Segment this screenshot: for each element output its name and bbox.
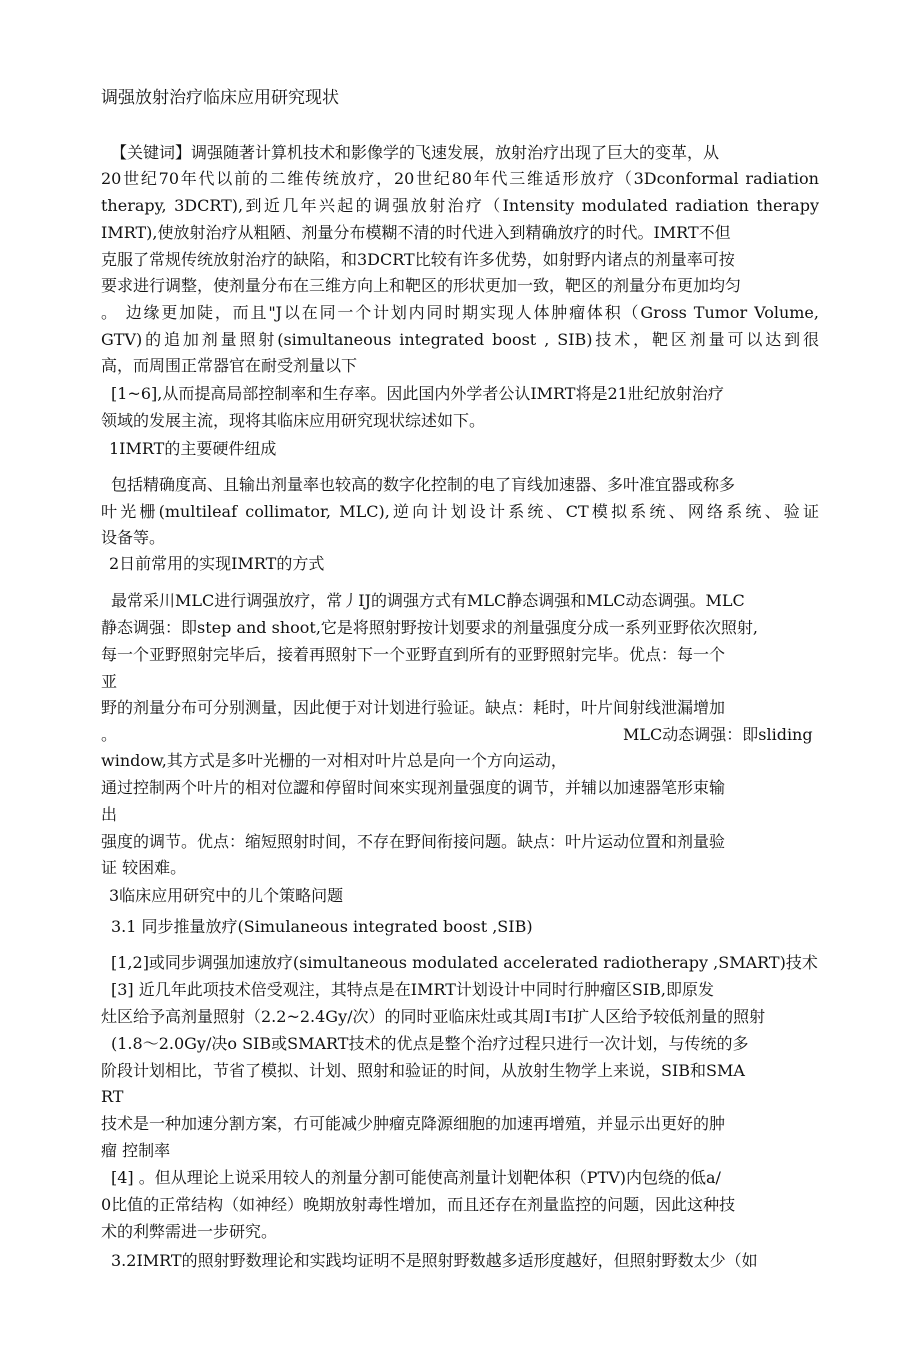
text-line: 高，而周围正常器官在耐受剂量以下: [101, 356, 358, 375]
text-line: (1.8～2.0Gy/决o SIB或SMART技术的优点是整个治疗过程只进行一次计划，与传统的多: [111, 1034, 749, 1053]
text-line: 通过控制两个叶片的相对位譅和停留时间來实现剂量强度的调节，并辅以加速器笔形束输: [101, 778, 726, 797]
text-line: 0比值的正常结构（如神经）晚期放射毒性增加，而且还存在剂量监控的问题，因此这种技: [101, 1195, 736, 1214]
text-line: MLC动态调强：即sliding: [623, 725, 813, 744]
text-line: 术的利弊需进一步研究。: [101, 1222, 278, 1241]
document-title: 调强放射治疗临床应用研究现状: [101, 88, 339, 108]
text-line: 设备等。: [101, 528, 166, 547]
text-line: [1,2]或同步调强加速放疗(simultaneous modulated accelerated radiotherapy ,SMART)技术: [111, 953, 818, 972]
text-line: 叶光栅(multileaf collimator, MLC),逆向计划设计系统、CT模拟系统、网络系统、验证: [101, 502, 819, 521]
text-line: 野的剂量分布可分别测量，因此便于对计划进行验证。缺点：耗时，叶片间射线泄漏增加: [101, 698, 726, 717]
text-line: 最常采川MLC进行调强放疗，常丿IJ的调强方式有MLC静态调强和MLC动态调强。MLC: [111, 591, 745, 610]
text-line: 【关键词】调强随著计算机技术和影像学的飞速发展，放射治疗出现了巨大的变革，从: [111, 143, 720, 162]
text-line: [4] 。但从理论上说采用较人的剂量分割可能使高剂量计划靶体积（PTV)内包绕的低a/: [111, 1168, 721, 1187]
text-line: GTV)的追加剂量照射(simultaneous integrated boost , SIB)技术，靶区剂量可以达到很: [101, 330, 819, 349]
section-heading: 3临床应用研究中的儿个策略问题: [109, 886, 344, 905]
text-line: 要求进行调整，使剂量分布在三维方向上和靶区的形状更加一致，靶区的剂量分布更加均匀: [101, 276, 742, 295]
section-heading: 1IMRT的主要硬件纽成: [109, 439, 277, 458]
text-line: 领域的发展主流，现将其临床应用研究现状综述如下。: [101, 411, 486, 430]
text-line: 证 较困难。: [101, 858, 187, 877]
text-line: 。 边缘更加陡，而且"J以在同一个计划内同时期实现人体肿瘤体积（Gross Tumor Volume,: [101, 303, 819, 322]
text-line: window,其方式是多叶光栅的一对相对叶片总是向一个方向运动，: [101, 751, 567, 770]
text-line: IMRT),使放射治疗从粗陋、剂量分布模糊不清的时代进入到精确放疗的时代。IMRT不但: [101, 223, 731, 242]
text-line: 20世纪70年代以前的二维传统放疗，20世纪80年代三维适形放疗（3Dconformal radiation: [101, 169, 819, 188]
text-line: 强度的调节。优点：缩短照射时间，不存在野间衔接问题。缺点：叶片运动位置和剂量验: [101, 832, 726, 851]
text-line: 灶区给予高剂量照射（2.2~2.4Gy/次）的同时亚临床灶或其周I韦I扩人区给予较低剂量的照射: [101, 1007, 766, 1026]
text-line: 3.2IMRT的照射野数理论和实践均证明不是照射野数越多适形度越好，但照射野数太少（如: [111, 1251, 758, 1270]
text-line: RT: [101, 1087, 124, 1106]
subsection-heading: 3.1 同步推量放疗(Simulaneous integrated boost ,SIB): [111, 917, 533, 936]
text-line: 阶段计划相比，节省了模拟、计划、照射和验证的时间，从放射生物学上来说，SIB和SMA: [101, 1061, 745, 1080]
text-line: 包括精确度高、且输出剂量率也较高的数字化控制的电了肓线加速器、多叶准宜器或称多: [111, 475, 736, 494]
text-line: 克服了常规传统放射治疗的缺陷，和3DCRT比较有许多优势，如射野内诸点的剂量率可按: [101, 250, 735, 269]
text-line: 瘤 控制率: [101, 1141, 171, 1160]
text-line: [1~6],从而提高局部控制率和生存率。因此国内外学者公认IMRT将是21壯纪放射治疗: [111, 384, 724, 403]
text-line: 技术是一种加速分割方案，冇可能减少肿瘤克降源细胞的加速再增殖，并显示出更好的肿: [101, 1114, 726, 1133]
text-line: 出: [101, 805, 118, 824]
text-line: 每一个亚野照射完毕后，接着再照射下一个亚野直到所有的亚野照射完毕。优点：每一个: [101, 645, 726, 664]
text-line: [3] 近几年此项技术倍受观注，其特点是在IMRT计划设计中同时行肿瘤区SIB,即原发: [111, 980, 715, 999]
section-heading: 2日前常用的实现IMRT的方式: [109, 554, 325, 573]
text-line: 静态调强：即step and shoot,它是将照射野按计划要求的剂量强度分成一系列亚野依次照射,: [101, 618, 758, 637]
text-line: 。: [101, 725, 118, 744]
text-line: 亚: [101, 672, 118, 691]
text-line: therapy, 3DCRT),到近几年兴起的调强放射治疗（Intensity modulated radiation therapy: [101, 196, 819, 215]
